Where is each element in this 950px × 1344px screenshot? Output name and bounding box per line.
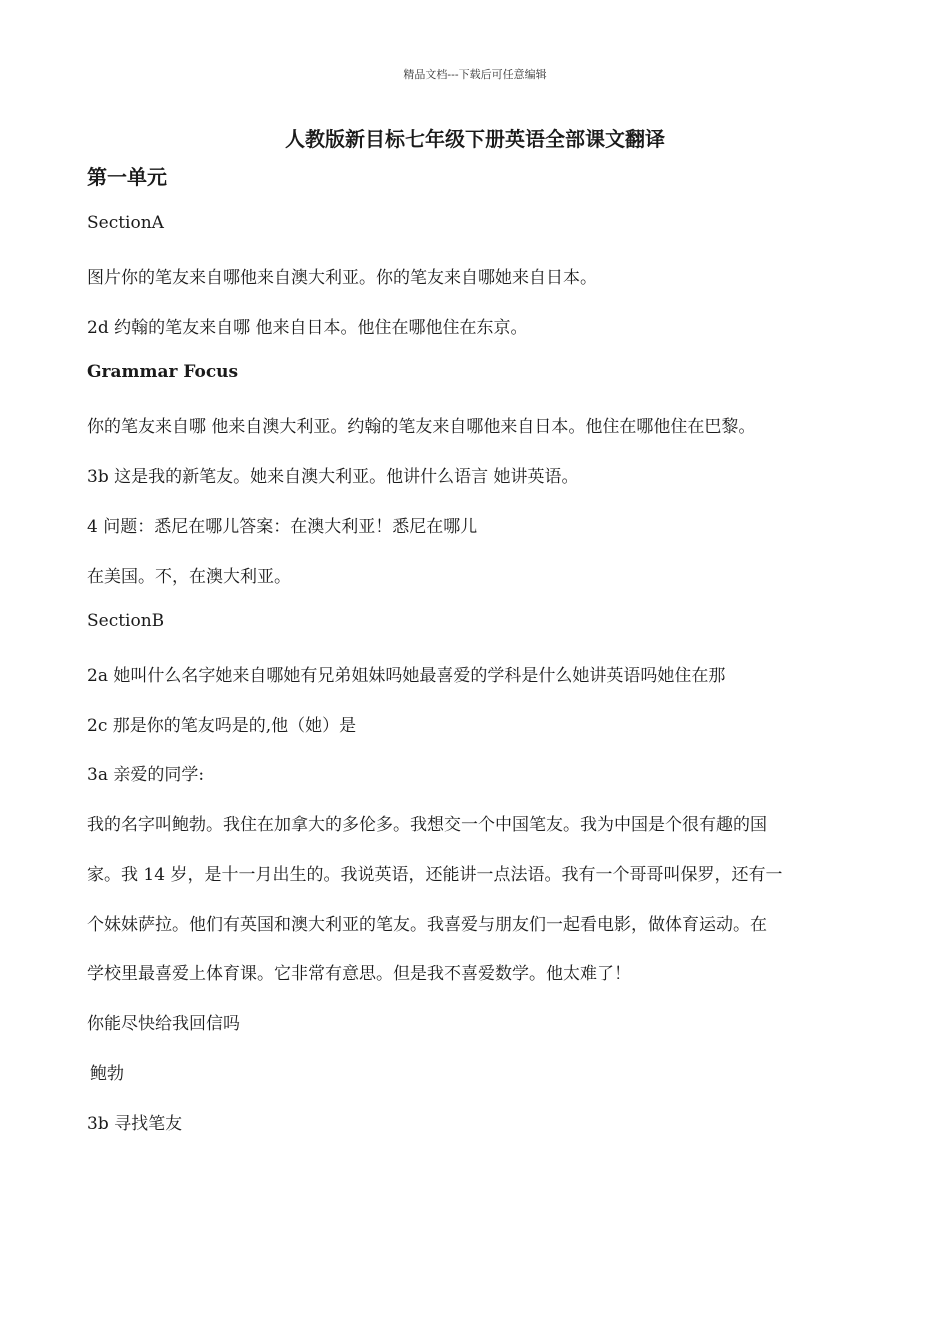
paragraph-line: 你的笔友来自哪 他来自澳大利亚。约翰的笔友来自哪他来自日本。他住在哪他住在巴黎。	[87, 417, 756, 437]
paragraph-line: 3b 寻找笔友	[87, 1114, 183, 1134]
paragraph-line: 4 问题：悉尼在哪儿答案：在澳大利亚！悉尼在哪儿	[87, 517, 478, 537]
letter-salutation: 3a 亲爱的同学:	[87, 765, 205, 785]
paragraph-line: 2d 约翰的笔友来自哪 他来自日本。他住在哪他住在东京。	[87, 318, 528, 338]
unit-heading: 第一单元	[87, 165, 167, 189]
letter-body-line: 家。我 14 岁，是十一月出生的。我说英语，还能讲一点法语。我有一个哥哥叫保罗，还有一	[87, 865, 783, 885]
paragraph-line: 在美国。不，在澳大利亚。	[87, 567, 291, 587]
document-title: 人教版新目标七年级下册英语全部课文翻译	[285, 127, 665, 151]
letter-body-line: 学校里最喜爱上体育课。它非常有意思。但是我不喜爱数学。他太难了！	[87, 964, 631, 984]
paragraph-line: 3b 这是我的新笔友。她来自澳大利亚。他讲什么语言 她讲英语。	[87, 467, 579, 487]
letter-body-line: 我的名字叫鲍勃。我住在加拿大的多伦多。我想交一个中国笔友。我为中国是个很有趣的国	[87, 815, 767, 835]
letter-body-line: 个妹妹萨拉。他们有英国和澳大利亚的笔友。我喜爱与朋友们一起看电影，做体育运动。在	[87, 915, 767, 935]
paragraph-line: 图片你的笔友来自哪他来自澳大利亚。你的笔友来自哪她来自日本。	[87, 268, 597, 288]
section-b-heading: SectionB	[87, 611, 165, 631]
letter-signature: 鲍勃	[90, 1064, 124, 1084]
letter-closing: 你能尽快给我回信吗	[87, 1014, 240, 1034]
grammar-focus-heading: Grammar Focus	[87, 362, 239, 382]
section-a-heading: SectionA	[87, 213, 164, 233]
page-header-watermark: 精品文档---下载后可任意编辑	[403, 68, 547, 81]
paragraph-line: 2c 那是你的笔友吗是的,他（她）是	[87, 716, 357, 736]
paragraph-line: 2a 她叫什么名字她来自哪她有兄弟姐妹吗她最喜爱的学科是什么她讲英语吗她住在那	[87, 666, 726, 686]
